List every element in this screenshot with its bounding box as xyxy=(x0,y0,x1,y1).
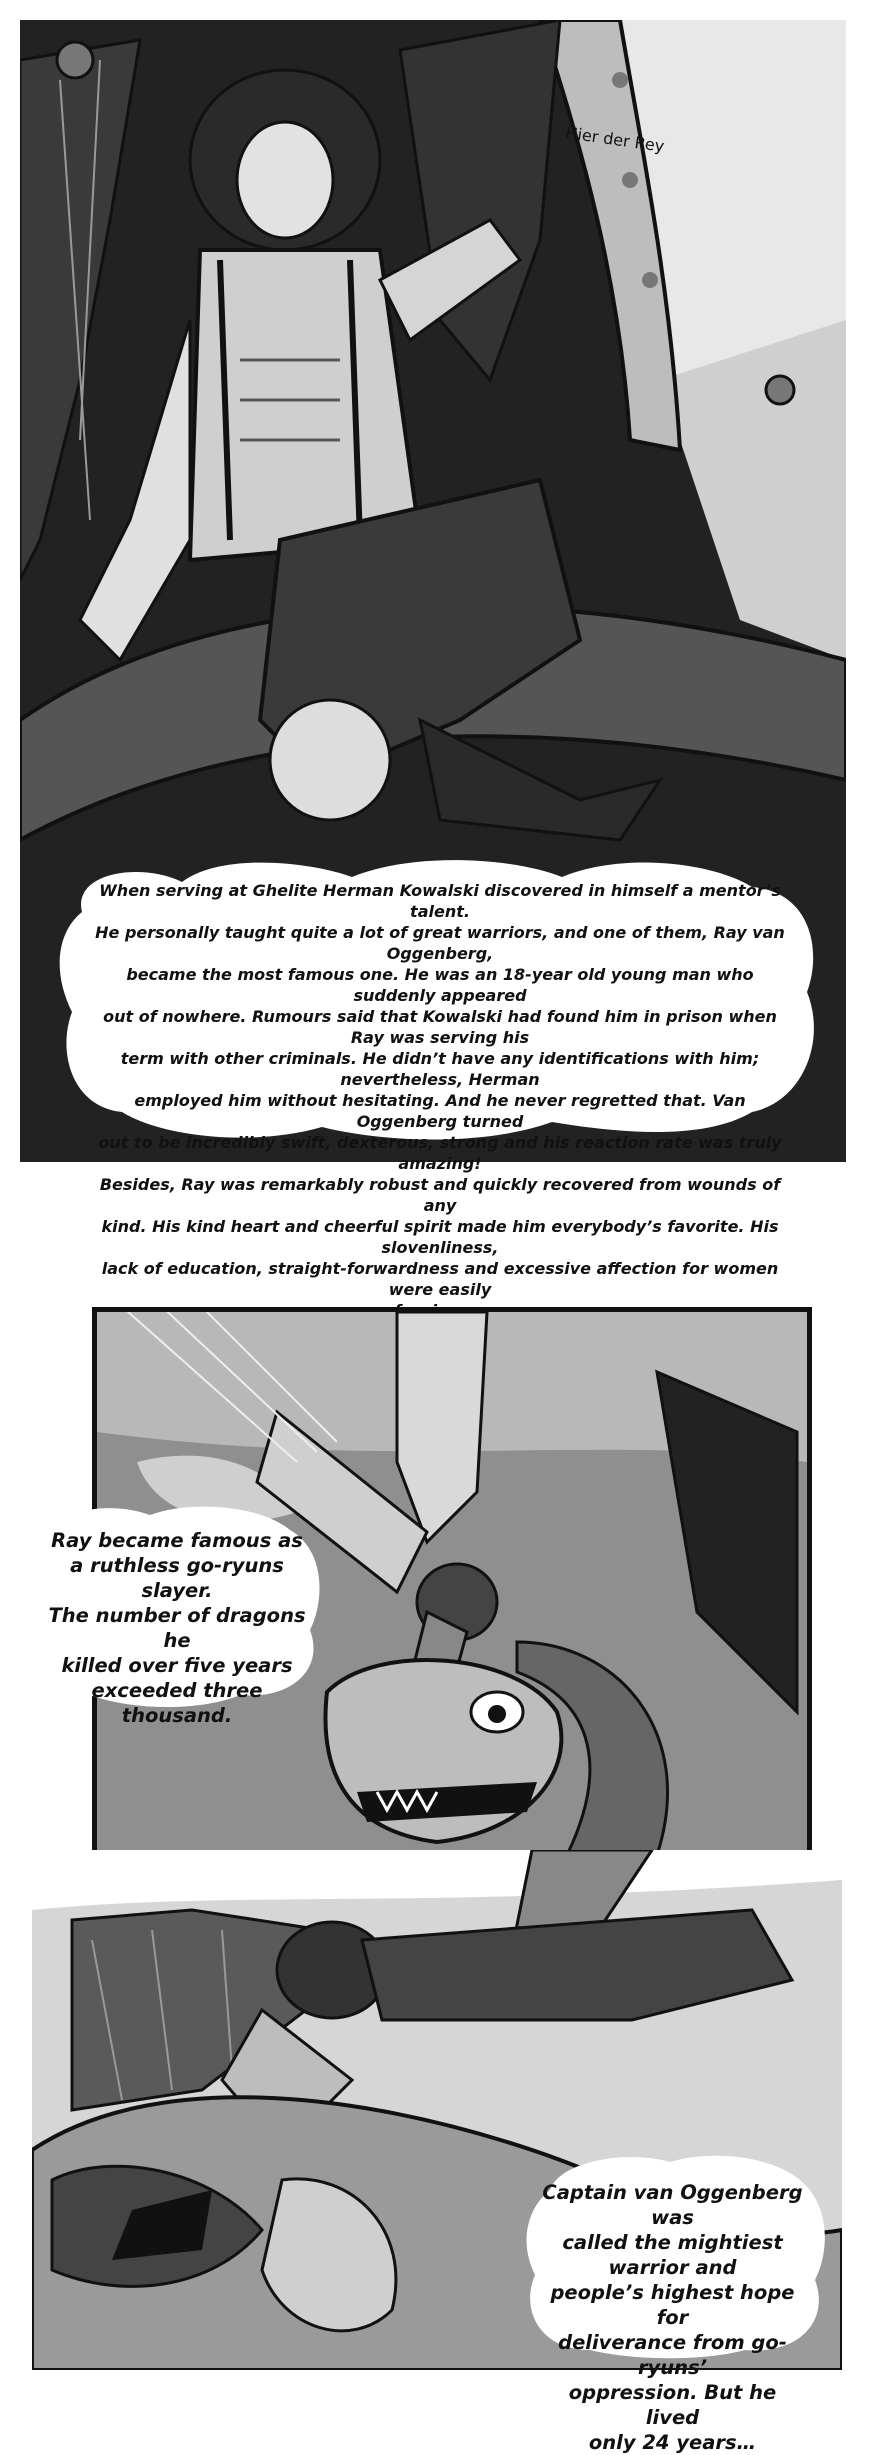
caption-3-line: people’s highest hope for xyxy=(550,2281,795,2329)
caption-2-line: a ruthless go-ryuns slayer. xyxy=(70,1554,284,1602)
caption-3-line: oppression. But he lived xyxy=(568,2381,777,2429)
caption-3 xyxy=(540,2180,805,2455)
caption-1-line: Besides, Ray was remarkably robust and quickly recovered from wounds of any xyxy=(99,1175,781,1215)
caption-1-line: employed him without hesitating. And he never regretted that. Van Oggenberg turned xyxy=(134,1091,746,1131)
caption-2-line: killed over five years xyxy=(61,1654,293,1677)
caption-3-line: only 24 years… xyxy=(588,2431,757,2454)
caption-2-line: Ray became famous as xyxy=(51,1529,303,1552)
caption-1-line: lack of education, straight-forwardness and excessive affection for women were easily xyxy=(101,1259,779,1299)
caption-1-line: out to be incredibly swift, dexterous, strong and his reaction rate was truly amazing! xyxy=(98,1133,782,1173)
caption-1 xyxy=(90,880,790,1321)
caption-3-line: called the mightiest warrior and xyxy=(562,2231,783,2279)
caption-3-line: deliverance from go-ryuns’ xyxy=(558,2331,787,2379)
caption-1-line: term with other criminals. He didn’t have any identifications with him; nevertheless, Herman xyxy=(120,1049,760,1089)
caption-1-line: kind. His kind heart and cheerful spirit made him everybody’s favorite. His slovenliness, xyxy=(101,1217,779,1257)
caption-1-line: When serving at Ghelite Herman Kowalski discovered in himself a mentor’s talent. xyxy=(99,881,781,921)
caption-1-line: out of nowhere. Rumours said that Kowalski had found him in prison when Ray was serving his xyxy=(103,1007,777,1047)
caption-2 xyxy=(42,1528,312,1728)
caption-2-line: exceeded three thousand. xyxy=(91,1679,263,1727)
caption-1-line: became the most famous one. He was an 18-year old young man who suddenly appeared xyxy=(126,965,754,1005)
sign-text: Hier der Rey xyxy=(564,123,666,156)
caption-2-line: The number of dragons he xyxy=(48,1604,306,1652)
caption-3-line: Captain van Oggenberg was xyxy=(542,2181,803,2229)
caption-1-line: He personally taught quite a lot of great warriors, and one of them, Ray van Oggenberg, xyxy=(95,923,785,963)
